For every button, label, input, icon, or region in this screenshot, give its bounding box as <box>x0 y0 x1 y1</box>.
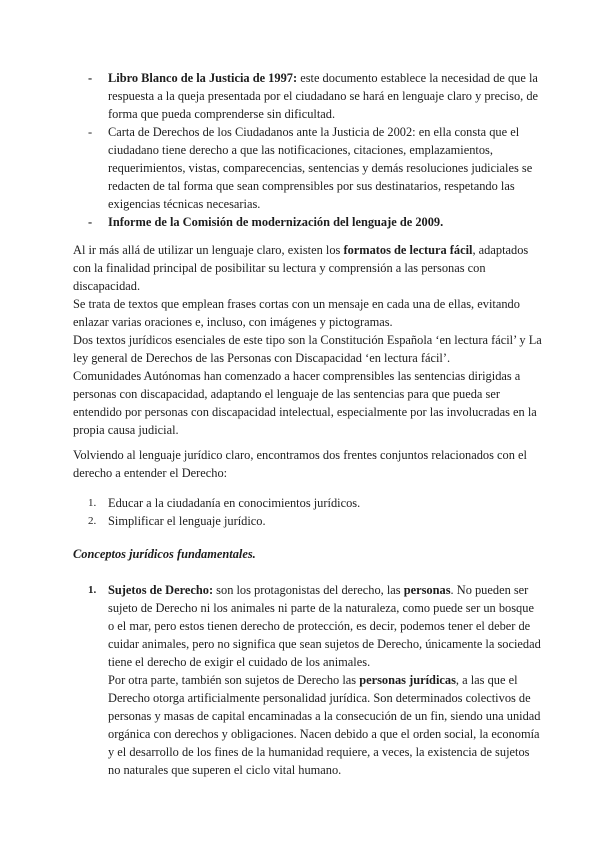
list-number: 1. <box>88 584 97 596</box>
list-item-lead: Informe de la Comisión de modernización del lenguaje de 2009. <box>108 215 444 229</box>
list-item <box>88 123 543 213</box>
paragraph-text: Al ir más allá de utilizar un lenguaje claro, existen los <box>73 243 344 257</box>
concept-lead: Sujetos de Derecho: <box>108 583 214 597</box>
concept-paragraph <box>108 581 543 671</box>
list-item <box>88 69 543 123</box>
list-dash: - <box>88 125 93 139</box>
dash-list <box>88 69 543 231</box>
list-dash: - <box>88 215 93 229</box>
list-dash: - <box>88 71 93 85</box>
list-item-text: Educar a la ciudadanía en conocimientos jurídicos. <box>108 496 361 510</box>
concept-bold: personas jurídicas <box>359 673 456 687</box>
concept-paragraph <box>108 671 543 779</box>
concept-text: Por otra parte, también son sujetos de Derecho las <box>108 673 360 687</box>
list-item-text: Simplificar el lenguaje jurídico. <box>108 514 266 528</box>
paragraph-line <box>73 241 543 295</box>
concept-item <box>88 581 543 779</box>
concept-bold: personas <box>403 583 451 597</box>
paragraph-line: Comunidades Autónomas han comenzado a hacer comprensibles las sentencias dirigidas a personas con discapacidad, adaptando el lenguaje de las sentencias para que pueda ser entendido por personas con discapacidad intelectual, especialmente por las involucradas en la propia causa judicial. <box>73 369 537 437</box>
concept-text: son los protagonistas del derecho, las <box>213 583 404 597</box>
list-number: 2. <box>88 515 97 527</box>
list-item <box>88 213 543 231</box>
paragraph-fronts: Volviendo al lenguaje jurídico claro, encontramos dos frentes conjuntos relacionados con el derecho a entender el Derecho: <box>73 448 527 480</box>
list-item-lead: Libro Blanco de la Justicia de 1997: <box>108 71 298 85</box>
section-heading: Conceptos jurídicos fundamentales. <box>73 547 256 561</box>
list-item-text: este documento establece la necesidad de que la respuesta a la queja presentada por el ciudadano se hará en lenguaje claro y preciso, de forma que pueda comprenderse sin dificultad. <box>108 71 539 121</box>
list-item-text: Carta de Derechos de los Ciudadanos ante la Justicia de 2002: en ella consta que el ciudadano tiene derecho a que las notificaciones, citaciones, emplazamientos, requerimientos, vistas, comparecencias, sentencias y demás resoluciones judiciales se redacten de tal forma que sean comprensibles por sus destinatarios, respetando las exigencias técnicas necesarias. <box>108 125 533 211</box>
concept-list <box>88 581 543 779</box>
list-item <box>88 494 543 512</box>
concept-text: , a las que el Derecho otorga artificialmente personalidad jurídica. Son determinados colectivos de personas y masas de capital encaminadas a la consecución de un fin, siendo una unidad orgánica con derechos y obligaciones. Nacen debido a que el orden social, la economía y el desarrollo de los fines de la humanidad requiere, a veces, la existencia de sujetos no naturales que superen el ciclo vital humano. <box>108 673 541 777</box>
paragraph-line: Se trata de textos que emplean frases cortas con un mensaje en cada una de ellas, evitando enlazar varias oraciones e, incluso, con imágenes y pictogramas. <box>73 297 520 329</box>
paragraph-text: , adaptados con la finalidad principal de posibilitar su lectura y comprensión a las personas con discapacidad. <box>73 243 529 293</box>
numbered-list <box>88 494 543 530</box>
paragraph-easy-read <box>73 241 543 439</box>
list-item <box>88 512 543 530</box>
paragraph-bold: formatos de lectura fácil <box>343 243 473 257</box>
list-number: 1. <box>88 497 97 509</box>
paragraph-line: Dos textos jurídicos esenciales de este tipo son la Constitución Española ‘en lectura fácil’ y La ley general de Derechos de las Personas con Discapacidad ‘en lectura fácil’. <box>73 333 542 365</box>
concept-text: . No pueden ser sujeto de Derecho ni los animales ni parte de la naturaleza, como puede ser un bosque o el mar, pero estos tienen derecho de protección, es decir, podemos tener el deber de cuidar animales, pero no significa que sean sujetos de Derecho, únicamente la sociedad tiene el derecho de exigir el cuidado de los animales. <box>108 583 541 669</box>
